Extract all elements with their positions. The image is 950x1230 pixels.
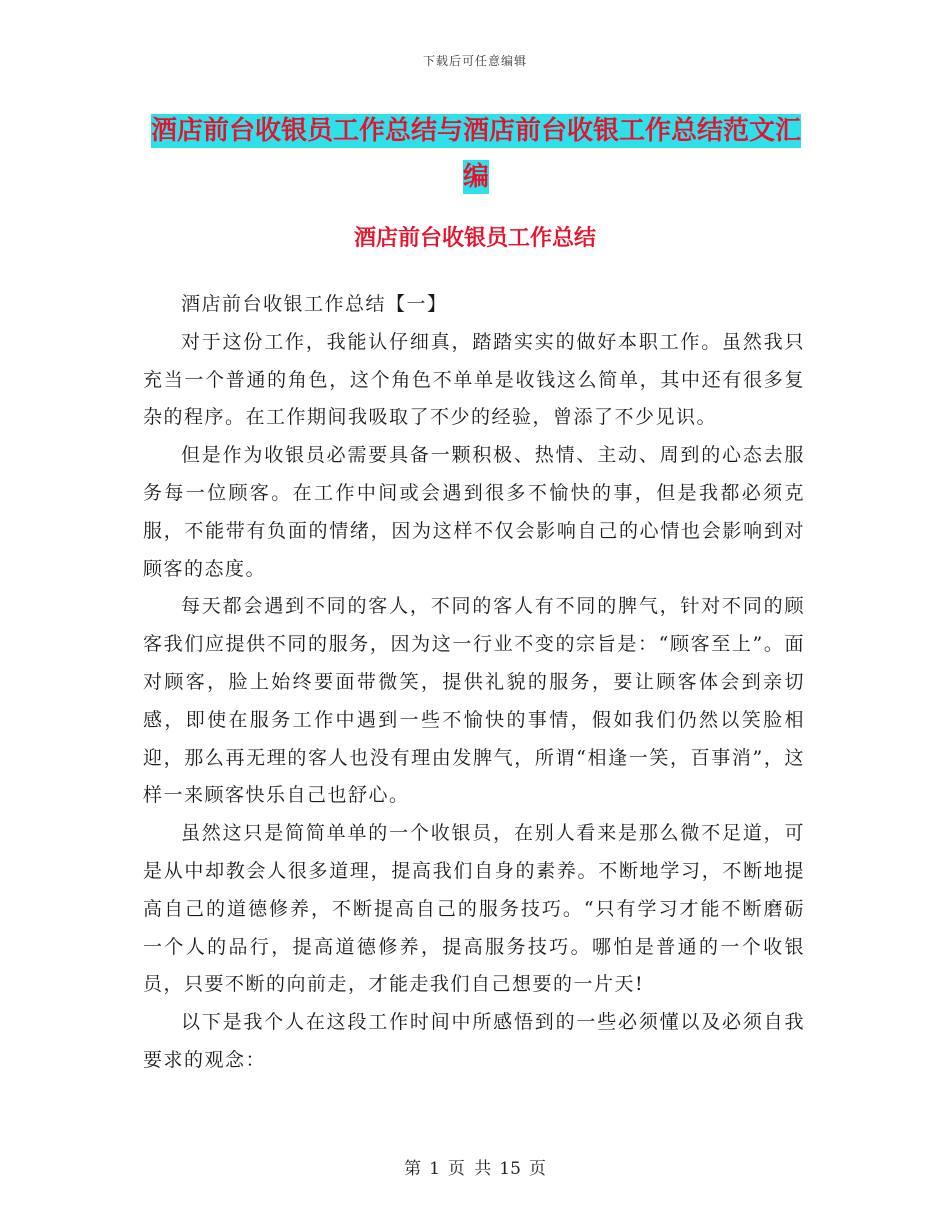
body-paragraph: 但是作为收银员必需要具备一颗积极、热情、主动、周到的心态去服务每一位顾客。在工作中间或会遇到很多不愉快的事，但是我都必须克服，不能带有负面的情绪，因为这样不仅会影响自己的心情也会影响到对顾客的态度。 (143, 444, 805, 580)
footer-middle: 页 共 (447, 1159, 492, 1179)
document-title (140, 108, 812, 200)
page-header-note: 下载后可任意编辑 (422, 54, 527, 68)
footer-suffix: 页 (528, 1159, 546, 1179)
footer-prefix: 第 (404, 1159, 422, 1179)
body-paragraph: 每天都会遇到不同的客人，不同的客人有不同的脾气，针对不同的顾客我们应提供不同的服务，因为这一行业不变的宗旨是：“顾客至上”。面对顾客，脸上始终要面带微笑，提供礼貌的服务，要让顾客体会到亲切感，即使在服务工作中遇到一些不愉快的事情，假如我们仍然以笑脸相迎，那么再无理的客人也没有理由发脾气，所谓“相逢一笑，百事消”，这样一来顾客快乐自己也舒心。 (143, 595, 805, 807)
page-footer (0, 1154, 950, 1179)
total-page-count: 15 (499, 1159, 521, 1179)
body-paragraph: 以下是我个人在这段工作时间中所感悟到的一些必须懂以及必须自我要求的观念： (143, 1011, 805, 1071)
section-title: 酒店前台收银员工作总结 (353, 225, 596, 251)
document-title-text: 酒店前台收银员工作总结与酒店前台收银工作总结范文汇编 (150, 116, 801, 192)
subheading-paragraph: 酒店前台收银工作总结【一】 (181, 293, 448, 315)
current-page-number: 1 (429, 1159, 440, 1179)
body-paragraph: 虽然这只是简简单单的一个收银员，在别人看来是那么微不足道，可是从中却教会人很多道理，提高我们自身的素养。不断地学习，不断地提高自己的道德修养，不断提高自己的服务技巧。“只有学习才能不断磨砺一个人的品行，提高道德修养，提高服务技巧。哪怕是普通的一个收银员，只要不断的向前走，才能走我们自己想要的一片天! (143, 822, 805, 996)
document-body (143, 286, 805, 1080)
body-paragraph: 对于这份工作，我能认仔细真，踏踏实实的做好本职工作。虽然我只充当一个普通的角色，这个角色不单单是收钱这么简单，其中还有很多复杂的程序。在工作期间我吸取了不少的经验，曾添了不少见识。 (143, 330, 805, 429)
